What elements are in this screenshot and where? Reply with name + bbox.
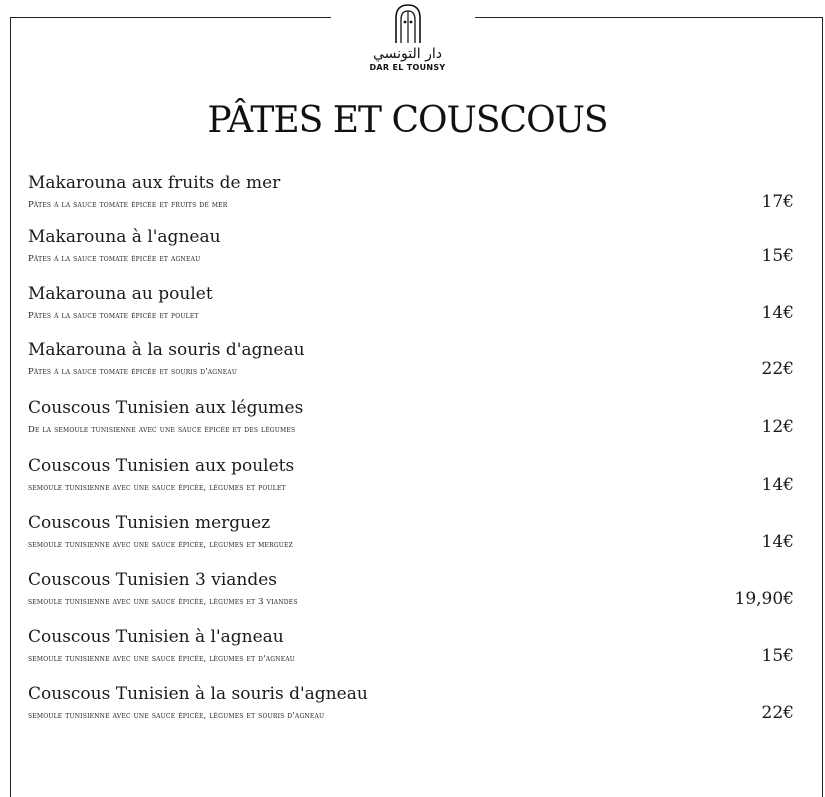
menu-item-price: 17€: [761, 192, 794, 212]
menu-item-price: 19,90€: [734, 589, 794, 609]
menu-item-description: Pâtes à la sauce tomate épicée et agneau: [28, 254, 201, 264]
menu-item-name: Couscous Tunisien merguez: [28, 513, 271, 533]
menu-item: [28, 456, 794, 512]
menu-item-name: Couscous Tunisien 3 viandes: [28, 570, 278, 590]
menu-item-name: Couscous Tunisien aux légumes: [28, 398, 304, 418]
brand-logo: [340, 2, 475, 82]
menu-item-name: Couscous Tunisien à la souris d'agneau: [28, 684, 368, 704]
brand-name-latin: DAR EL TOUNSY: [369, 63, 446, 72]
arch-door-icon: [393, 2, 423, 44]
menu-item-description: Pâtes à la sauce tomate épicée et fruits de mer: [28, 200, 228, 210]
menu-item-price: 15€: [761, 246, 794, 266]
menu-item-name: Makarouna aux fruits de mer: [28, 173, 281, 193]
menu-item: [28, 173, 794, 229]
menu-item: [28, 513, 794, 569]
menu-item-description: Pâtes à la sauce tomate épicée et poulet: [28, 311, 199, 321]
menu-item-price: 14€: [761, 475, 794, 495]
menu-item-description: Pâtes à la sauce tomate épicée et souris d'agneau: [28, 367, 238, 377]
menu-item-name: Couscous Tunisien aux poulets: [28, 456, 295, 476]
section-title: PÂTES ET COUSCOUS: [207, 100, 608, 141]
menu-item-description: De la semoule tunisienne avec une sauce épicée et des légumes: [28, 425, 296, 435]
menu-item-price: 14€: [761, 532, 794, 552]
menu-item: [28, 398, 794, 454]
menu-item-price: 22€: [761, 703, 794, 723]
menu-item-name: Makarouna à l'agneau: [28, 227, 221, 247]
menu-item-price: 15€: [761, 646, 794, 666]
menu-item-name: Makarouna au poulet: [28, 284, 213, 304]
menu-item: [28, 284, 794, 340]
menu-item-description: semoule tunisienne avec une sauce épicée, légumes et d'agneau: [28, 654, 296, 664]
menu-item: [28, 627, 794, 683]
menu-item-name: Couscous Tunisien à l'agneau: [28, 627, 284, 647]
menu-item: [28, 570, 794, 626]
menu-item-description: semoule tunisienne avec une sauce épicée, légumes et merguez: [28, 540, 294, 550]
frame-top-line-right: [475, 17, 823, 18]
menu-item-description: semoule tunisienne avec une sauce épicée, légumes et poulet: [28, 483, 286, 493]
menu-item-price: 14€: [761, 303, 794, 323]
menu-item-price: 22€: [761, 359, 794, 379]
menu-item-description: semoule tunisienne avec une sauce épicée, légumes et 3 viandes: [28, 597, 298, 607]
menu-item-name: Makarouna à la souris d'agneau: [28, 340, 305, 360]
brand-name-arabic: دار التونسي: [372, 46, 442, 62]
menu-item: [28, 340, 794, 396]
menu-item: [28, 227, 794, 283]
menu-item-price: 12€: [761, 417, 794, 437]
menu-item-description: semoule tunisienne avec une sauce épicée, légumes et souris d'agneau: [28, 711, 325, 721]
menu-item: [28, 684, 794, 740]
frame-top-line-left: [10, 17, 331, 18]
